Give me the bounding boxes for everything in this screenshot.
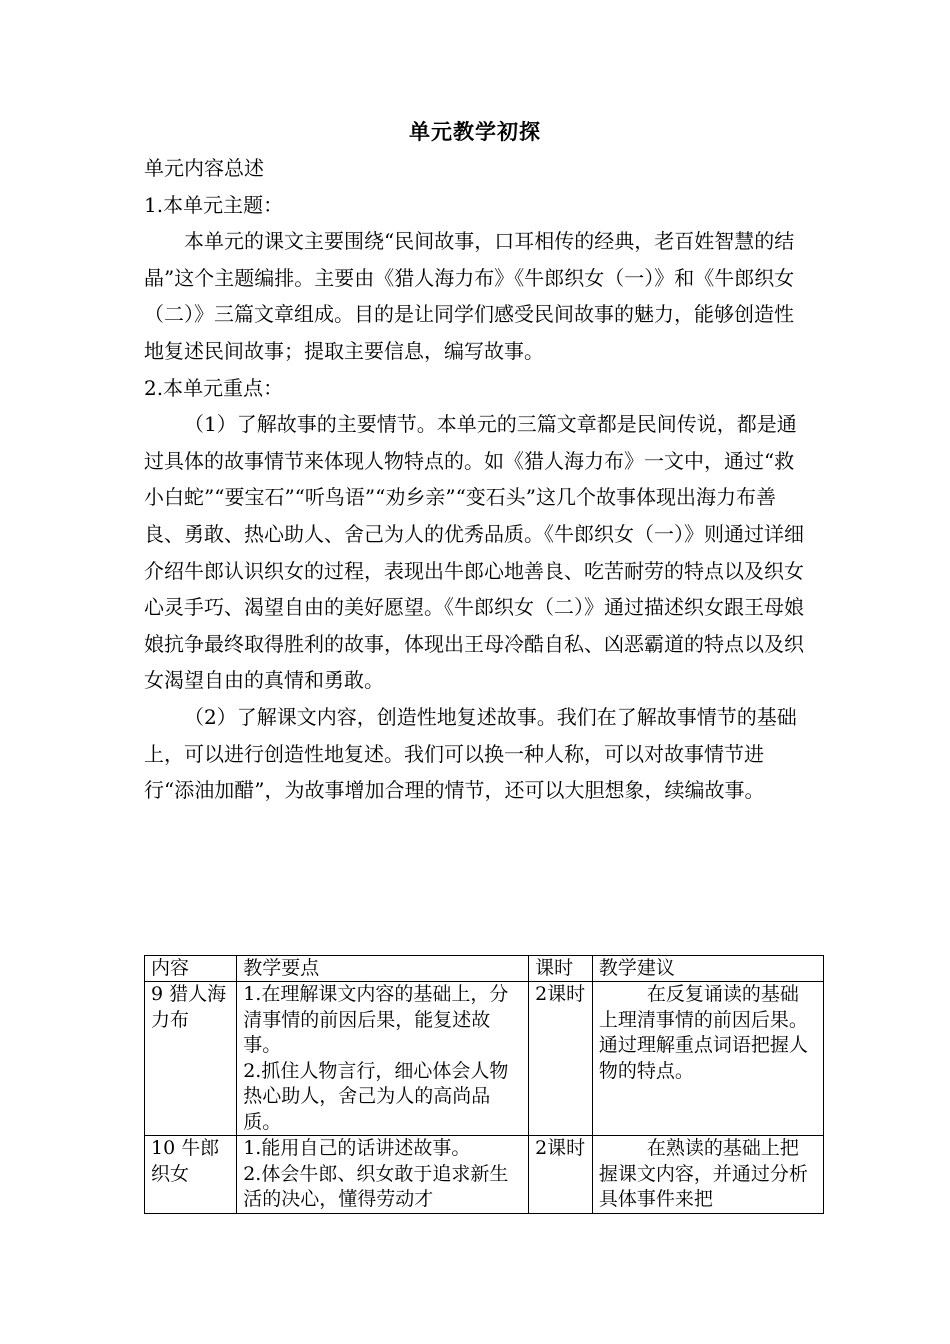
header-content: 内容 (145, 956, 237, 982)
theme-heading: 1.本单元主题： (144, 192, 284, 217)
cell-content: 10 牛郎织女 (145, 1136, 237, 1214)
cell-suggestion: 在熟读的基础上把握课文内容，并通过分析具体事件来把 (592, 1136, 823, 1214)
teaching-point-1: 1.能用自己的话讲述故事。 (243, 1137, 471, 1159)
teaching-point-2: 2.抓住人物言行，细心体会人物热心助人，舍己为人的高尚品质。 (243, 1059, 509, 1133)
teaching-point-2: 2.体会牛郎、织女敢于追求新生活的决心，懂得劳动才 (243, 1162, 509, 1210)
document-body (144, 150, 804, 809)
table-header-row (145, 956, 824, 982)
focus-point-1: （1）了解故事的主要情节。本单元的三篇文章都是民间传说，都是通过具体的故事情节来体现人物特点的。如《猎人海力布》一文中，通过“救小白蛇”“要宝石”“听鸟语”“劝乡亲”“变石头”这几个故事体现出海力布善良、勇敢、热心助人、舍己为人的优秀品质。《牛郎织女（一）》则通过详细介绍牛郎认识织女的过程，表现出牛郎心地善良、吃苦耐劳的特点以及织女心灵手巧、渴望自由的美好愿望。《牛郎织女（二）》通过描述织女跟王母娘娘抗争最终取得胜利的故事，体现出王母冷酷自私、凶恶霸道的特点以及织女渴望自由的真情和勇敢。 (144, 412, 804, 693)
cell-teaching-points (237, 982, 529, 1136)
header-suggestion: 教学建议 (592, 956, 823, 982)
teaching-point-1: 1.在理解课文内容的基础上，分清事情的前因后果，能复述故事。 (243, 983, 509, 1056)
teaching-plan-table (144, 955, 824, 1214)
theme-paragraph: 本单元的课文主要围绕“民间故事，口耳相传的经典，老百姓智慧的结晶”这个主题编排。主要由《猎人海力布》《牛郎织女（一）》和《牛郎织女（二）》三篇文章组成。目的是让同学们感受民间故事的魅力，能够创造性地复述民间故事；提取主要信息，编写故事。 (144, 229, 795, 363)
focus-heading: 2.本单元重点： (144, 375, 284, 400)
cell-hours: 2课时 (529, 1136, 593, 1214)
section-heading: 单元内容总述 (144, 156, 264, 180)
header-teaching-points: 教学要点 (237, 956, 529, 982)
cell-suggestion: 在反复诵读的基础上理清事情的前因后果。通过理解重点词语把握人物的特点。 (592, 982, 823, 1136)
table-row (145, 982, 824, 1136)
document-title: 单元教学初探 (409, 119, 541, 144)
cell-teaching-points (237, 1136, 529, 1214)
cell-hours: 2课时 (529, 982, 593, 1136)
table-row (145, 1136, 824, 1214)
cell-content: 9 猎人海力布 (145, 982, 237, 1136)
header-hours: 课时 (529, 956, 593, 982)
focus-point-2: （2）了解课文内容，创造性地复述故事。我们在了解故事情节的基础上，可以进行创造性地复述。我们可以换一种人称，可以对故事情节进行“添油加醋”，为故事增加合理的情节，还可以大胆想象，续编故事。 (144, 704, 797, 803)
